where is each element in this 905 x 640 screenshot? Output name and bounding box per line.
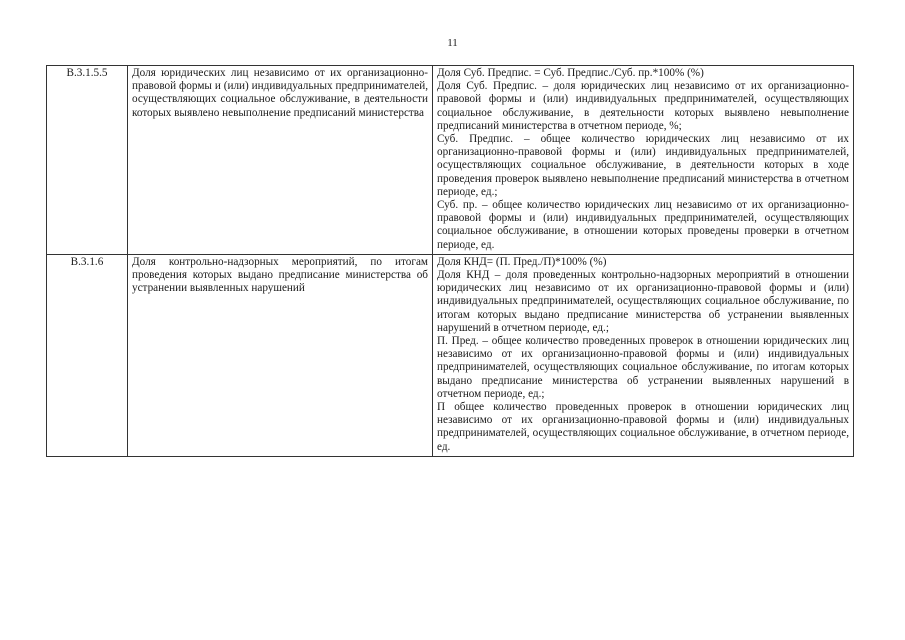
formula-definition: Суб. Предпис. – общее количество юридических лиц независимо от их организационно-правовой формы и (или) индивидуальных предпринимателей, осуществляющих социальное обслуживание, в деятельности которых в ходе проведения проверок выявлено невыполнение предписаний министерства в отчетном периоде, ед.; xyxy=(437,133,849,198)
table-row xyxy=(47,254,854,456)
formula-definition: П. Пред. – общее количество проведенных проверок в отношении юридических лиц независимо от их организационно-правовой формы и (или) индивидуальных предпринимателей, осуществляющих социальное обслуживание, по итогам которых выдано предписание министерства об устранении выявленных нарушений в отчетном периоде, ед.; xyxy=(437,335,849,400)
formula-definition: Суб. пр. – общее количество юридических лиц независимо от их организационно-правовой формы и (или) индивидуальных предпринимателей, осуществляющих социальное обслуживание, в отношении которых проведены проверки в отчетном периоде, ед. xyxy=(437,199,849,251)
page-number: 11 xyxy=(447,37,458,49)
indicator-formula-cell xyxy=(433,66,854,255)
formula-definition: Доля Суб. Предпис. – доля юридических лиц независимо от их организационно-правовой формы и (или) индивидуальных предпринимателей, осуществляющих социальное обслуживание, в деятельности которых выявлено невыполнение предписаний министерства в отчетном периоде, %; xyxy=(437,80,849,132)
formula-line: Доля КНД= (П. Пред./П)*100% (%) xyxy=(437,255,607,268)
indicator-formula-cell xyxy=(433,254,854,456)
table-row xyxy=(47,66,854,255)
indicator-code: В.3.1.6 xyxy=(47,254,128,456)
indicator-name: Доля юридических лиц независимо от их организационно-правовой формы и (или) индивидуальных предпринимателей, осуществляющих социальное обслуживание, в деятельности которых выявлено невыполнение предписаний министерства xyxy=(128,66,433,255)
indicator-name: Доля контрольно-надзорных мероприятий, по итогам проведения которых выдано предписание министерства об устранении выявленных нарушений xyxy=(128,254,433,456)
formula-definition: Доля КНД – доля проведенных контрольно-надзорных мероприятий в отношении юридических лиц независимо от их организационно-правовой формы и (или) индивидуальных предпринимателей, осуществляющих социальное обслуживание, по итогам которых выдано предписание министерства об устранении выявленных нарушений в отчетном периоде, ед.; xyxy=(437,269,849,334)
formula-definition: П общее количество проведенных проверок в отношении юридических лиц независимо от их организационно-правовой формы и (или) индивидуальных предпринимателей, осуществляющих социальное обслуживание, в отчетном периоде, ед. xyxy=(437,401,849,453)
indicator-code: В.3.1.5.5 xyxy=(47,66,128,255)
indicator-table xyxy=(46,65,854,457)
formula-line: Доля Суб. Предпис. = Суб. Предпис./Суб. пр.*100% (%) xyxy=(437,67,704,79)
